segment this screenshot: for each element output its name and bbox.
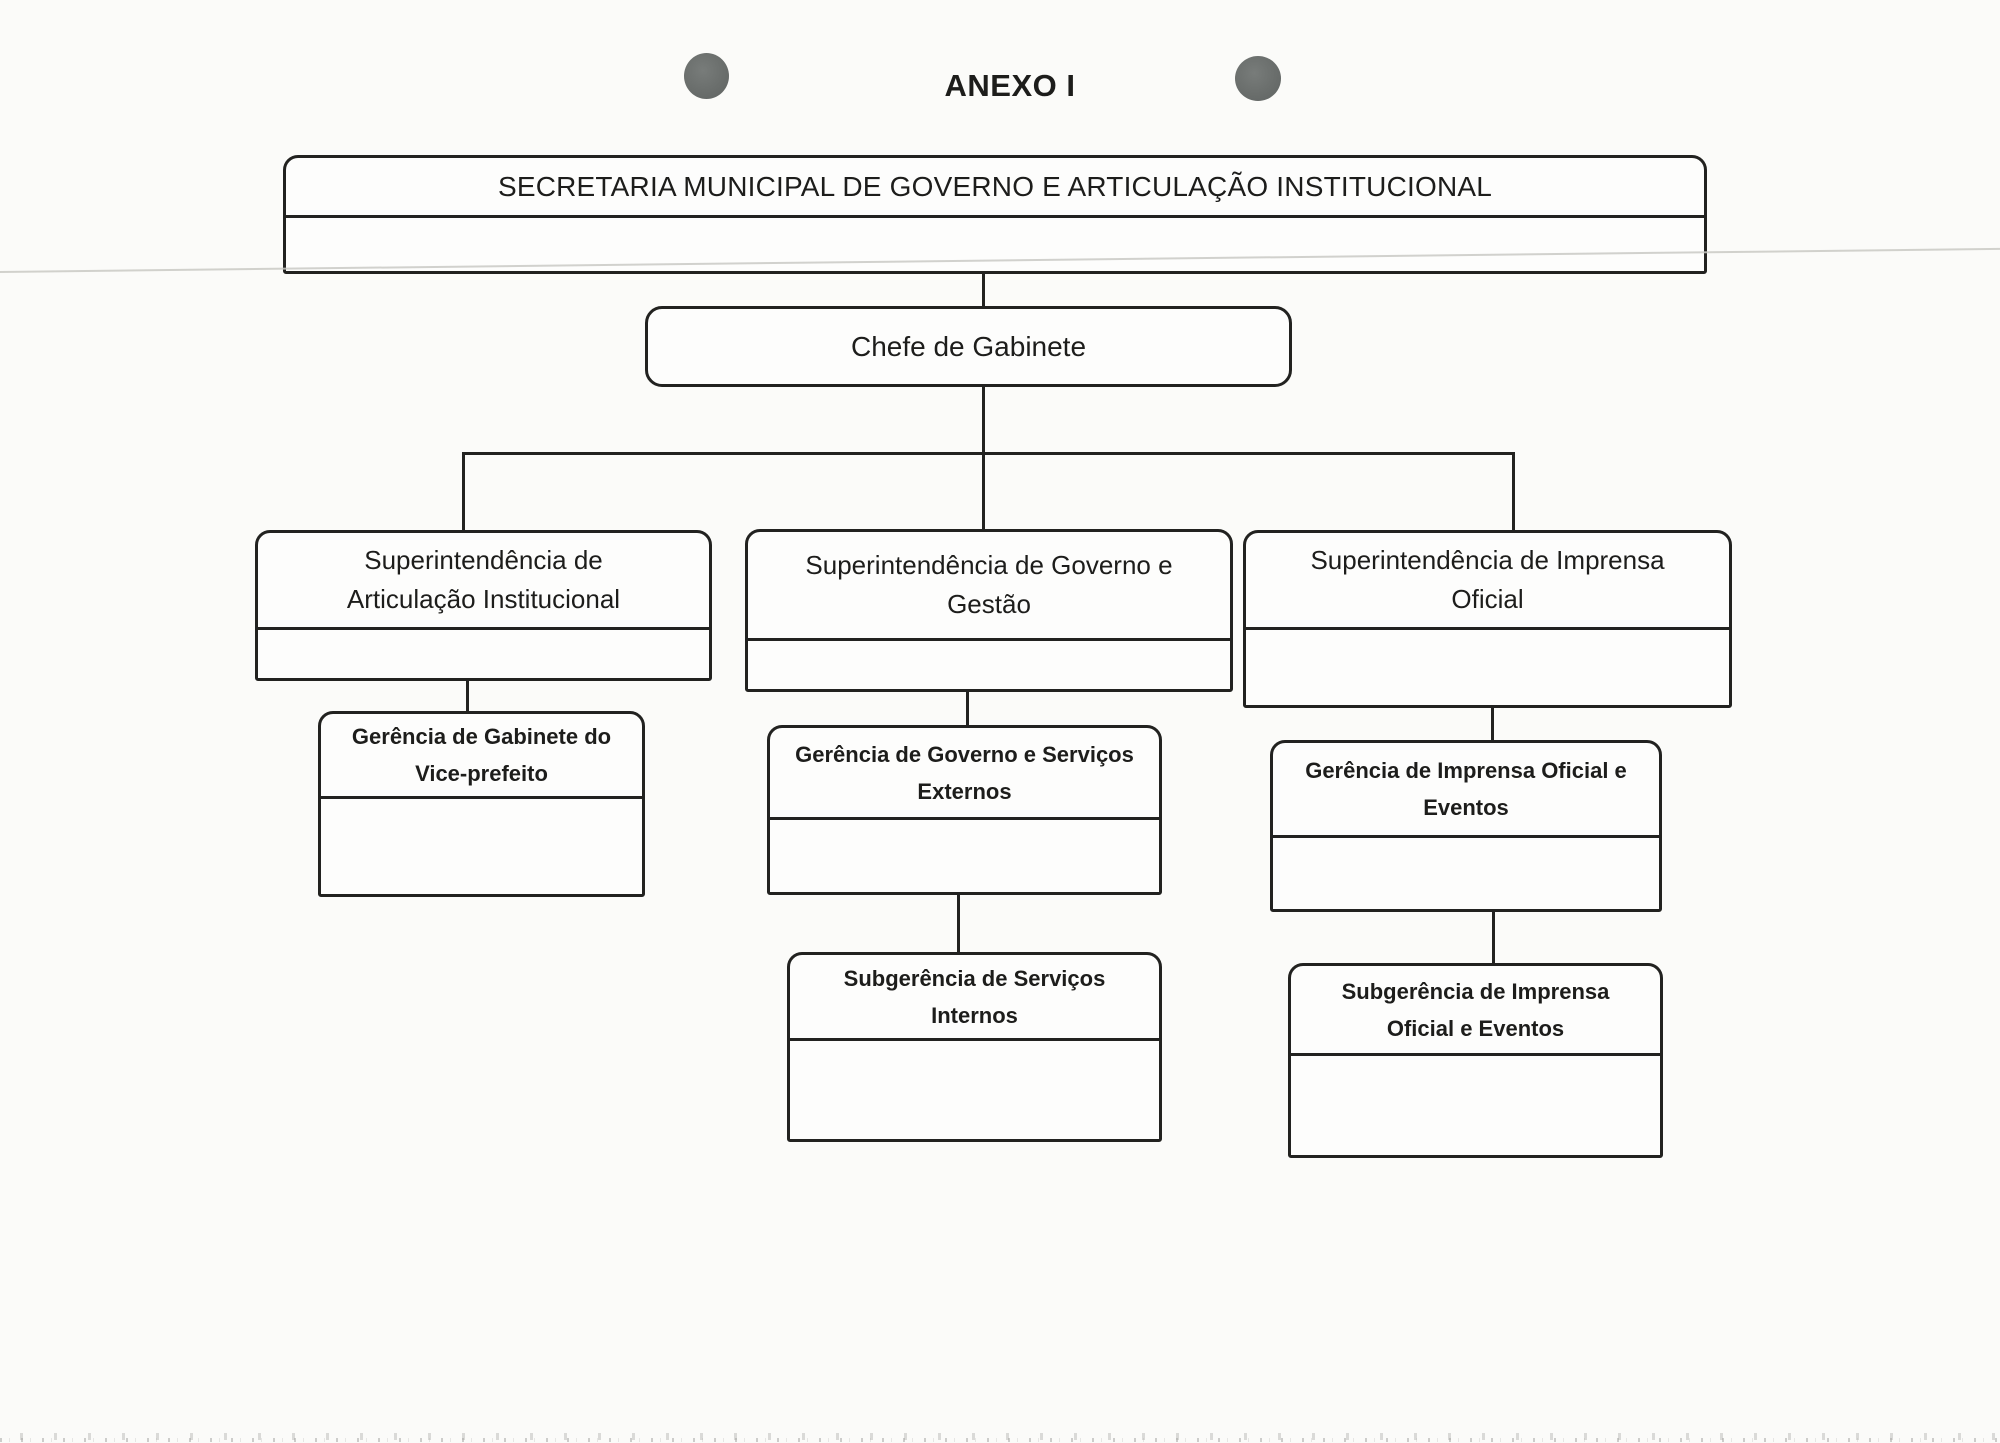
org-box-superintendencia-articulacao-empty-section	[258, 630, 709, 678]
connector-chief-to-rail	[982, 385, 985, 455]
org-box-secretaria-label: SECRETARIA MUNICIPAL DE GOVERNO E ARTICULAÇÃO INSTITUCIONAL	[497, 170, 1493, 202]
connector-ger3-to-sub3	[1492, 910, 1495, 966]
org-box-chefe-de-gabinete-label: Chefe de Gabinete	[850, 330, 1087, 362]
org-box-superintendencia-imprensa-empty-section	[1246, 630, 1729, 705]
org-box-subgerencia-servicos-internos-empty-section	[790, 1041, 1159, 1139]
org-box-subgerencia-servicos-internos	[787, 952, 1162, 1142]
connector-root-to-chief	[982, 272, 985, 308]
org-box-gerencia-imprensa-oficial-eventos-empty-section	[1273, 838, 1659, 909]
connector-rail	[462, 452, 1515, 455]
connector-rail-to-super-3	[1512, 452, 1515, 534]
org-box-subgerencia-servicos-internos-line2: Internos	[931, 1002, 1018, 1028]
connector-rail-to-super-2	[982, 452, 985, 532]
org-box-gerencia-gabinete-vice-prefeito-line2: Vice-prefeito	[415, 761, 548, 786]
org-box-superintendencia-governo-gestao-line2: Gestão	[947, 589, 1031, 619]
scanner-edge-noise-artifact	[0, 1427, 2000, 1443]
org-box-gerencia-imprensa-oficial-eventos	[1270, 740, 1662, 912]
org-box-subgerencia-imprensa-oficial-eventos	[1288, 963, 1663, 1158]
org-box-subgerencia-imprensa-oficial-eventos-line1: Subgerência de Imprensa	[1341, 978, 1610, 1004]
connector-super3-to-ger3	[1491, 706, 1494, 743]
org-box-superintendencia-articulacao-line2: Articulação Institucional	[346, 584, 621, 614]
org-box-superintendencia-articulacao-line1: Superintendência de	[364, 545, 603, 575]
org-box-gerencia-gabinete-vice-prefeito	[318, 711, 645, 897]
org-box-superintendencia-imprensa-line1: Superintendência de Imprensa	[1310, 545, 1665, 575]
org-box-subgerencia-imprensa-oficial-eventos-line2: Oficial e Eventos	[1386, 1015, 1565, 1041]
org-box-superintendencia-governo-gestao-empty-section	[748, 641, 1230, 689]
org-box-gerencia-governo-servicos-externos-empty-section	[770, 820, 1159, 892]
connector-rail-to-super-1	[462, 452, 465, 534]
org-box-gerencia-governo-servicos-externos-line1: Gerência de Governo e Serviços	[795, 741, 1134, 767]
org-box-secretaria-empty-section	[286, 218, 1704, 271]
hole-punch-mark-right	[1235, 56, 1281, 101]
org-box-subgerencia-servicos-internos-line1: Subgerência de Serviços	[843, 965, 1106, 991]
org-box-gerencia-gabinete-vice-prefeito-line1: Gerência de Gabinete do	[351, 724, 612, 749]
org-box-superintendencia-articulacao	[255, 530, 712, 681]
hole-punch-mark-left	[684, 53, 729, 99]
org-box-superintendencia-governo-gestao-line1: Superintendência de Governo e	[805, 550, 1173, 580]
org-box-superintendencia-imprensa-line2: Oficial	[1451, 584, 1524, 614]
org-box-subgerencia-imprensa-oficial-eventos-empty-section	[1291, 1056, 1660, 1155]
connector-super1-to-ger1	[466, 678, 469, 714]
org-box-chefe-de-gabinete	[645, 306, 1292, 387]
org-box-gerencia-imprensa-oficial-eventos-line2: Eventos	[1423, 795, 1509, 820]
page-title: ANEXO I	[944, 68, 1076, 103]
org-box-gerencia-governo-servicos-externos-line2: Externos	[917, 778, 1012, 804]
connector-ger2-to-sub2	[957, 893, 960, 955]
org-box-superintendencia-governo-gestao	[745, 529, 1233, 692]
connector-super2-to-ger2	[966, 690, 969, 728]
org-box-gerencia-governo-servicos-externos	[767, 725, 1162, 895]
org-box-gerencia-imprensa-oficial-eventos-line1: Gerência de Imprensa Oficial e	[1305, 758, 1627, 783]
org-box-secretaria	[283, 155, 1707, 274]
org-box-superintendencia-imprensa	[1243, 530, 1732, 708]
org-box-gerencia-gabinete-vice-prefeito-empty-section	[321, 799, 642, 894]
